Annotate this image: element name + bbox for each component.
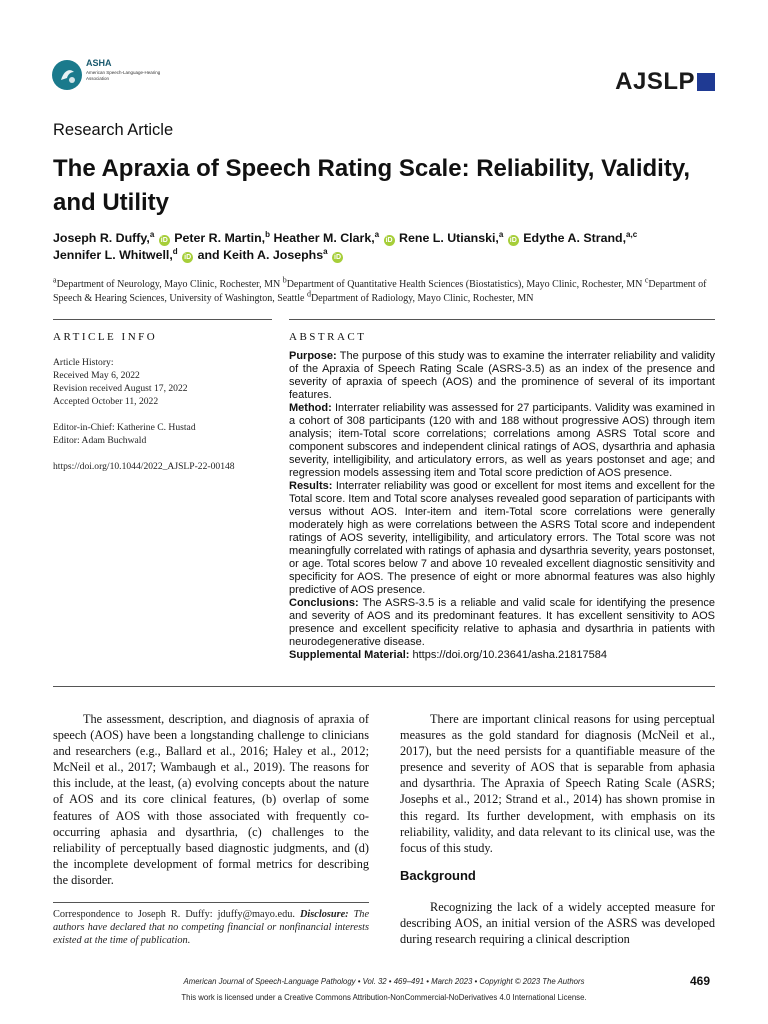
revised-date: Revision received August 17, 2022 bbox=[53, 383, 188, 394]
article-info bbox=[53, 356, 273, 473]
author[interactable]: Joseph R. Duffy,$^a$ bbox=[53, 229, 155, 245]
body-paragraph: There are important clinical reasons for using perceptual measures as the gold standard for diagnosis (McNeil et al., 2017), but the need persists for a quantifiable measure of the presence and severity of AOS that is separable from aphasia and dysarthria. The Apraxia of Speech Rating Scale (ASRS; Josephs et al., 2012; Strand et al., 2014) has shown promise in this regard. Its further development, with emphasis on its reliability, validity, and data relevant to its clinical use, was the focus of this study. bbox=[400, 712, 715, 855]
supplemental-link[interactable]: https://doi.org/10.23641/asha.21817584 bbox=[412, 649, 607, 661]
article-type: Research Article bbox=[53, 121, 174, 139]
abstract-body bbox=[289, 350, 715, 662]
doi-link[interactable]: https://doi.org/10.1044/2022_AJSLP-22-00148 bbox=[53, 461, 235, 472]
author[interactable]: Edythe A. Strand,$^{a,c}$ bbox=[523, 229, 638, 245]
body-paragraph: The assessment, description, and diagnosis of apraxia of speech (AOS) have been a longstanding challenge to clinicians and researchers (e.g., Ballard et al., 2016; Haley et al., 2012; McNeil et al., 2017; Wambaugh et al., 2019). The reasons for this include, at the least, (a) evolving concepts about the nature of AOS and its core clinical features, (b) overlap of some features of AOS with those associated with frequently co-occurring aphasia and dysarthria, (c) challenges to the reliability of perceptually based diagnostic judgments, and (d) the incomplete development of formal metrics for describing the disorder. bbox=[53, 712, 369, 887]
editor: Editor: Adam Buchwald bbox=[53, 435, 147, 446]
history-label: Article History: bbox=[53, 357, 114, 368]
orcid-icon[interactable]: iD bbox=[509, 237, 517, 244]
footnote-divider bbox=[53, 902, 369, 903]
abstract-conclusions: Conclusions: The ASRS-3.5 is a reliable and valid scale for identifying the presence and severity of AOS and its predominant features. It has excellent sensitivity to AOS presence and excellent specificity relative to aphasia and dysarthria in patients with neurodegenerative disease. bbox=[289, 597, 715, 648]
orcid-icon[interactable]: iD bbox=[184, 254, 192, 261]
body-column-right bbox=[400, 711, 715, 856]
article-title: The Apraxia of Speech Rating Scale: Reliability, Validity, and Utility bbox=[53, 155, 691, 216]
affiliation-a: Department of Neurology, Mayo Clinic, Rochester, MN bbox=[56, 279, 281, 290]
abstract-method: Method: Interrater reliability was assessed for 27 participants. Validity was examined in a cohort of 308 participants (120 with and 188 without progressive AOS) through item analysis; item-Total score correlations; correlations among ASRS Total score and component subscores and independent clinical ratings of AOS, dysarthria and aphasia severity, intelligibility, and articulatory errors, as well as years postonset and age; and regression models assessing item and Total score prediction of AOS presence. bbox=[289, 402, 716, 479]
abstract-purpose: Purpose: The purpose of this study was to examine the interrater reliability and validity of the Apraxia of Speech Rating Scale (ASRS-3.5) as an index of the presence and severity of apraxia of speech (AOS) and the prominence of several of its important features. bbox=[289, 350, 716, 401]
orcid-icon[interactable]: iD bbox=[385, 237, 393, 244]
body-paragraph: Recognizing the lack of a widely accepted measure for describing AOS, an initial version of the ASRS was developed during research requiring a clinical description bbox=[400, 900, 715, 947]
author-list bbox=[53, 230, 733, 264]
editor-in-chief: Editor-in-Chief: Katherine C. Hustad bbox=[53, 422, 196, 433]
asha-emblem-icon bbox=[52, 60, 82, 90]
abstract-results: Results: Interrater reliability was good or excellent for most items and excellent for the Total score. Item and Total score analyses revealed good separation of participants with versus without AOS. Inter-item and item-Total score correlations were generally moderately high as were correlations between the ASRS Total score and independent ratings of AOS severity, intelligibility, and articulatory errors. The Total score was not meaningfully correlated with ratings of aphasia and dysarthria severity, years postonset, or age. Total scores below 7 and above 10 revealed excellent diagnostic sensitivity and specificity for AOS. The presence of eight or more abnormal features was also highly predictive of AOS presence. bbox=[289, 480, 715, 596]
affiliations: $^a$Department of Neurology, Mayo Clinic, Rochester, MN $^b$Department of Quantitative Health Sciences (Biostatistics), Mayo Clinic, Rochester, MN $^c$Department of Speech & Hearing Sciences, University of Washington, Seattle $^d$Department of Radiology, Mayo Clinic, Rochester, MN bbox=[53, 275, 707, 304]
affiliation-b: Department of Quantitative Health Sciences (Biostatistics), Mayo Clinic, Rochester, MN bbox=[286, 279, 643, 290]
section-heading: Background bbox=[400, 868, 476, 883]
divider bbox=[53, 686, 715, 687]
body-column-right-continued bbox=[400, 899, 715, 947]
article-info-heading: ARTICLE INFO bbox=[53, 331, 158, 343]
author[interactable]: and Keith A. Josephs$^a$ bbox=[197, 246, 328, 262]
correspondence-note: Correspondence to Joseph R. Duffy: jduffy@mayo.edu. Disclosure: The authors have declared that no competing financial or nonfinancial interests existed at the time of publication. bbox=[53, 909, 370, 947]
divider bbox=[53, 319, 272, 320]
asha-name: ASHA bbox=[86, 58, 112, 68]
affiliation-d: Department of Radiology, Mayo Clinic, Rochester, MN bbox=[310, 293, 534, 304]
abstract-supplemental: Supplemental Material: https://doi.org/10.23641/asha.21817584 bbox=[289, 649, 607, 661]
author[interactable]: Jennifer L. Whitwell,$^d$ bbox=[53, 246, 178, 262]
author[interactable]: Heather M. Clark,$^a$ bbox=[273, 229, 380, 245]
divider bbox=[289, 319, 715, 320]
affiliation-c: Department of Speech & Hearing Sciences, University of Washington, Seattle bbox=[53, 279, 707, 304]
abstract-heading: ABSTRACT bbox=[289, 331, 367, 343]
page-number: 469 bbox=[690, 974, 711, 988]
author[interactable]: Peter R. Martin,$^b$ bbox=[174, 229, 270, 245]
author[interactable]: Rene L. Utianski,$^a$ bbox=[399, 229, 504, 245]
journal-citation-footer: American Journal of Speech-Language Pathology • Vol. 32 • 469–491 • March 2023 • Copyright © 2023 The Authors bbox=[183, 977, 585, 986]
accepted-date: Accepted October 11, 2022 bbox=[53, 396, 159, 407]
journal-square-icon bbox=[697, 73, 715, 91]
journal-logo bbox=[615, 68, 715, 96]
license-footer: This work is licensed under a Creative Commons Attribution-NonCommercial-NoDerivatives 4.0 International License. bbox=[181, 993, 587, 1002]
asha-logo bbox=[52, 58, 162, 94]
asha-subtitle: American Speech-Language-Hearing Association bbox=[86, 70, 161, 81]
orcid-icon[interactable]: iD bbox=[334, 254, 342, 261]
body-column-left bbox=[53, 711, 369, 888]
journal-name: AJSLP bbox=[615, 68, 695, 95]
received-date: Received May 6, 2022 bbox=[53, 370, 140, 381]
orcid-icon[interactable]: iD bbox=[160, 237, 168, 244]
